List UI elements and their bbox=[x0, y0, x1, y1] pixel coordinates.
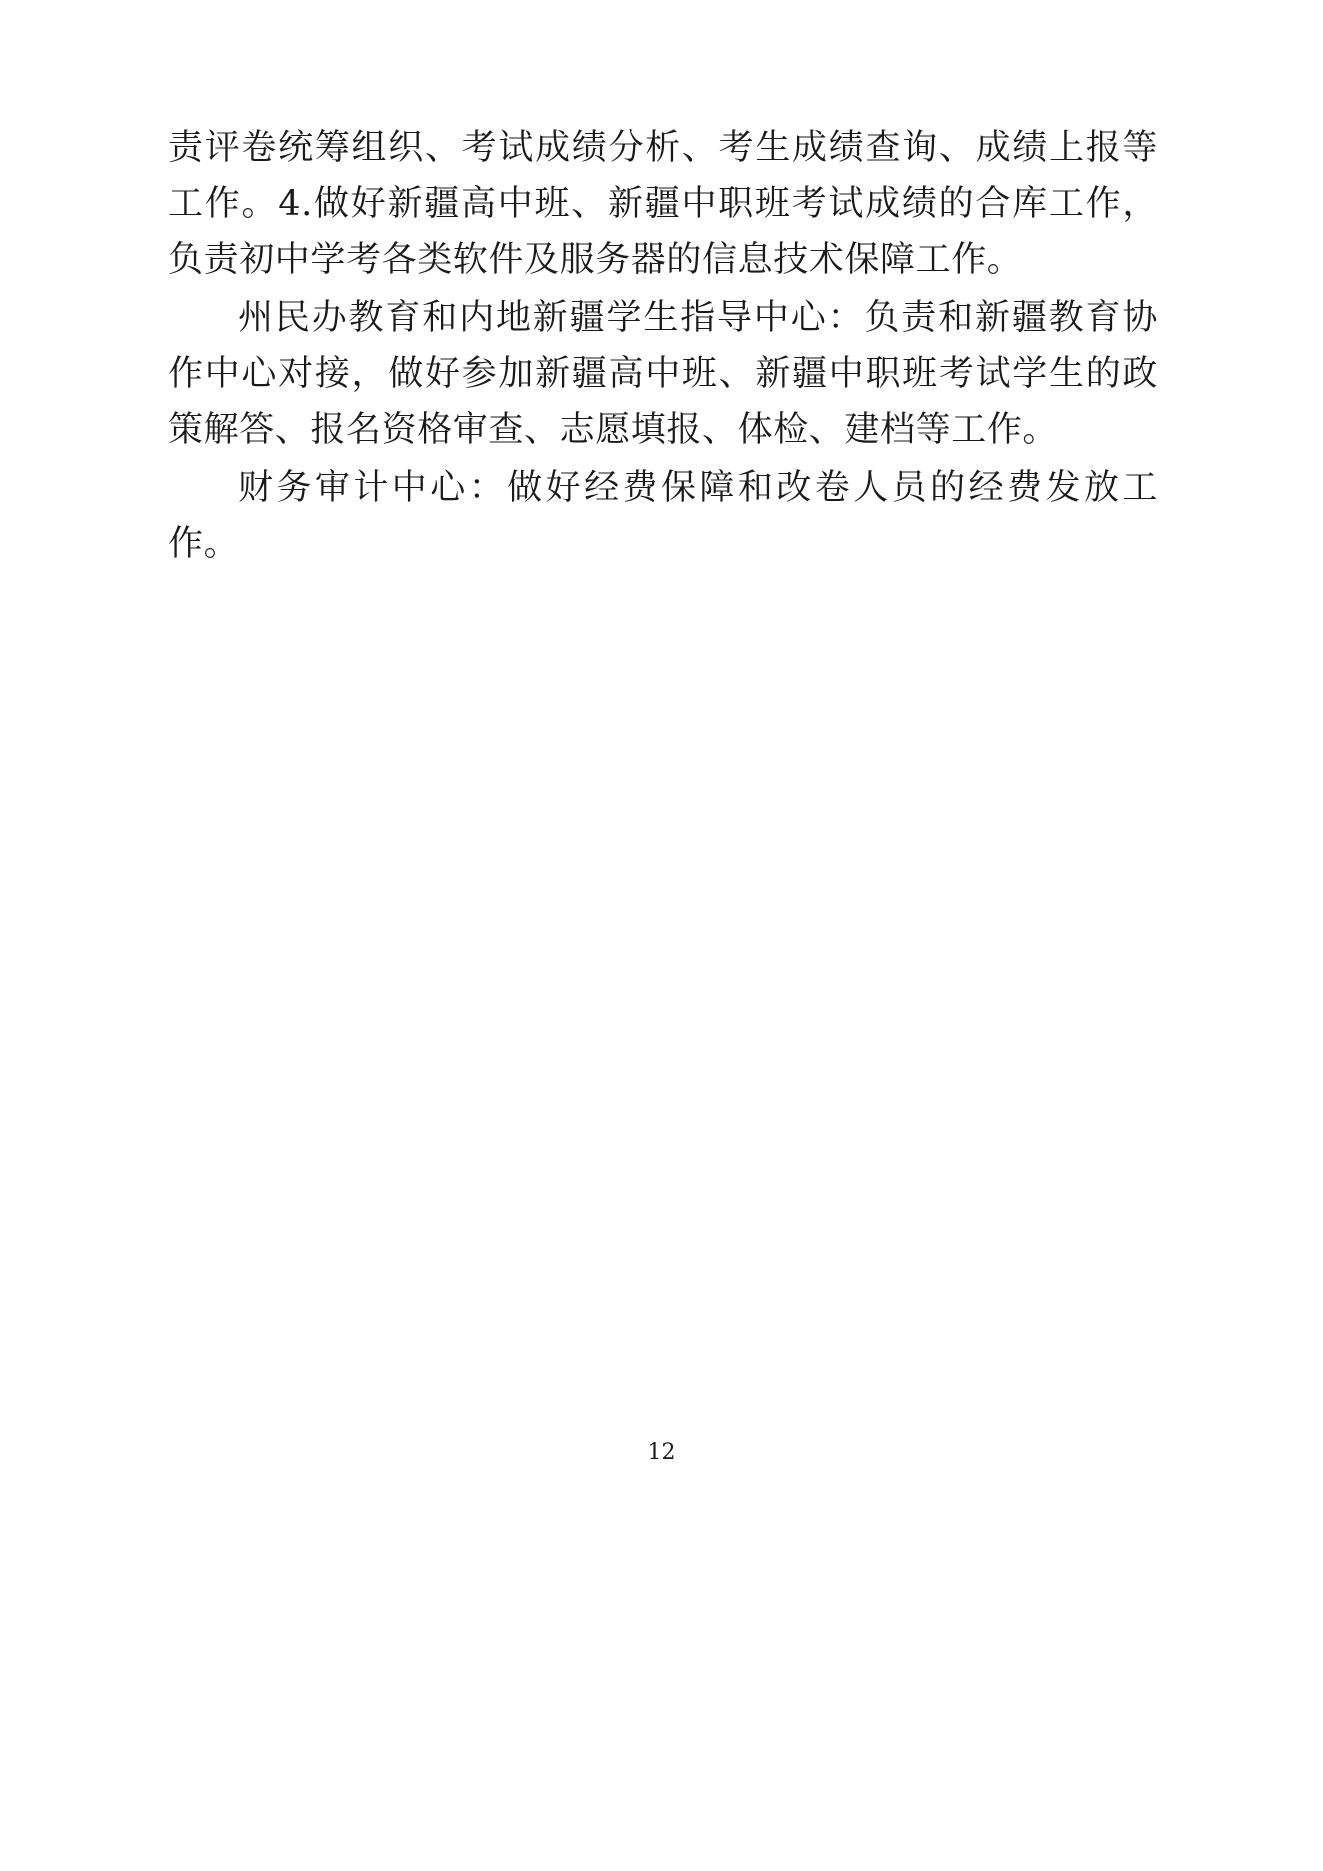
paragraph-3: 财务审计中心：做好经费保障和改卷人员的经费发放工作。 bbox=[168, 468, 1158, 564]
document-body bbox=[168, 120, 1158, 574]
page-number: 12 bbox=[647, 1440, 676, 1465]
paragraph-2: 州民办教育和内地新疆学生指导中心：负责和新疆教育协作中心对接，做好参加新疆高中班、新疆中职班考试学生的政策解答、报名资格审查、志愿填报、体检、建档等工作。 bbox=[168, 298, 1158, 450]
paragraph-1: 责评卷统筹组织、考试成绩分析、考生成绩查询、成绩上报等工作。4.做好新疆高中班、新疆中职班考试成绩的合库工作，负责初中学考各类软件及服务器的信息技术保障工作。 bbox=[168, 128, 1158, 280]
